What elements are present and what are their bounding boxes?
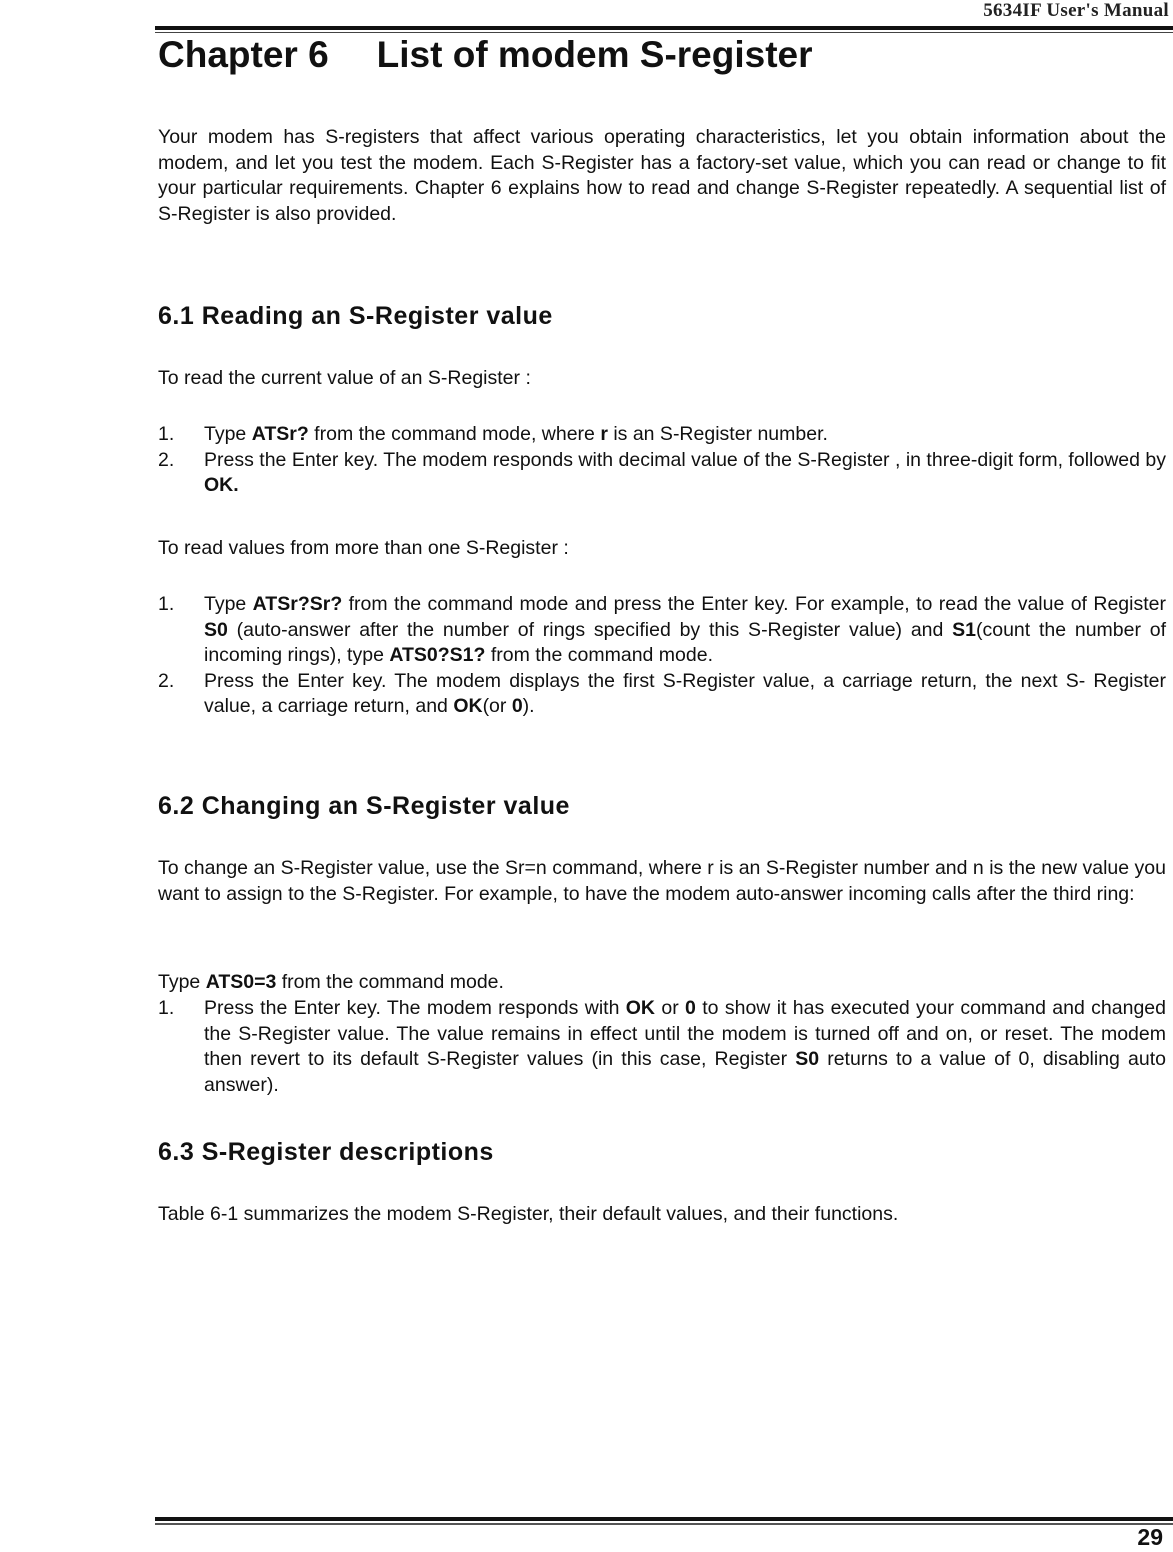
step-text: Type xyxy=(158,971,206,993)
command-text: OK xyxy=(625,997,656,1019)
list-item xyxy=(158,996,1166,1098)
list-item xyxy=(158,448,1166,499)
register-text: S1 xyxy=(952,618,976,641)
step-text: returns to a value of 0, disabling auto answer). xyxy=(204,1048,1166,1096)
read-single-lead: To read the current value of an S-Register : xyxy=(158,367,531,389)
step-text: Press the Enter key. The modem displays the first S-Register value, a carriage return, the next S- Register value, a carriage return, and xyxy=(204,669,1166,718)
list-item xyxy=(158,592,1166,669)
command-text: ATS0=3 xyxy=(205,971,277,993)
command-text: ATSr?Sr? xyxy=(252,593,343,615)
command-text: ATSr? xyxy=(251,423,309,445)
step-text: or xyxy=(655,997,686,1019)
type-command-line xyxy=(158,970,504,996)
step-number: 2. xyxy=(158,669,175,692)
command-text: ATS0?S1? xyxy=(389,644,486,667)
step-number: 2. xyxy=(158,448,175,471)
read-multiple-steps xyxy=(158,592,1166,720)
step-text: (count the number of incoming rings), type xyxy=(204,618,1167,667)
step-number: 1. xyxy=(158,997,175,1019)
command-text: OK. xyxy=(204,474,239,497)
page-number: 29 xyxy=(1137,1524,1163,1550)
step-text: from the command mode and press the Enter key. For example, to read the value of Register xyxy=(342,593,1166,615)
register-text: S0 xyxy=(795,1048,820,1071)
footer-rule xyxy=(155,1517,1173,1521)
list-item xyxy=(158,422,1166,448)
read-single-steps xyxy=(158,422,1166,499)
step-text: to show it has executed your command and changed the S-Register value. The value remains in effect until the modem is turned off and on, or reset. The modem then revert to its default S-Register values (in this case, Register xyxy=(204,997,1166,1071)
register-text: S0 xyxy=(204,618,228,641)
step-number: 1. xyxy=(158,423,175,445)
variable-text: r xyxy=(600,423,608,445)
intro-paragraph: Your modem has S-registers that affect various operating characteristics, let you obtain information about the modem, and let you test the modem. Each S-Register has a factory-set value, which you can read or change to fit your particular requirements. Chapter 6 explains how to read and change S-Register repeatedly. A sequential list of S-Register is also provided. xyxy=(158,126,1166,225)
step-text: from the command mode, where xyxy=(308,423,601,445)
command-text: 0 xyxy=(511,695,523,718)
chapter-number: Chapter 6 xyxy=(158,34,329,75)
list-item xyxy=(158,669,1166,720)
command-text: 0 xyxy=(685,997,696,1019)
step-text: Press the Enter key. The modem responds with xyxy=(204,997,626,1019)
step-text: ). xyxy=(522,695,535,718)
step-text: Press the Enter key. The modem responds with decimal value of the S-Register , in three-digit form, followed by xyxy=(204,448,1166,471)
section-6-2-heading: 6.2 Changing an S-Register value xyxy=(158,792,570,820)
header-rule-thin xyxy=(155,32,1173,33)
step-text: is an S-Register number. xyxy=(607,423,828,445)
descriptions-paragraph: Table 6-1 summarizes the modem S-Register, their default values, and their functions. xyxy=(158,1203,899,1225)
change-paragraph: To change an S-Register value, use the Sr=n command, where r is an S-Register number and n is the new value you want to assign to the S-Register. For example, to have the modem auto-answer incoming calls after the third ring: xyxy=(158,857,1166,905)
footer-rule-thin xyxy=(155,1523,1173,1525)
change-steps xyxy=(158,996,1166,1098)
chapter-title: List of modem S-register xyxy=(376,34,813,75)
step-text: (or xyxy=(482,695,512,718)
chapter-heading xyxy=(158,34,813,76)
step-text: Type xyxy=(204,423,252,445)
section-6-3-heading: 6.3 S-Register descriptions xyxy=(158,1138,494,1166)
step-text: Type xyxy=(204,593,253,615)
read-multiple-lead: To read values from more than one S-Register : xyxy=(158,537,569,559)
running-header: 5634IF User's Manual xyxy=(983,0,1169,21)
step-text: from the command mode. xyxy=(276,971,504,993)
header-rule xyxy=(155,26,1173,30)
step-text: (auto-answer after the number of rings specified by this S-Register value) and xyxy=(227,618,953,641)
section-6-1-heading: 6.1 Reading an S-Register value xyxy=(158,302,553,330)
step-text: from the command mode. xyxy=(485,644,713,667)
step-number: 1. xyxy=(158,593,175,615)
command-text: OK xyxy=(453,695,483,718)
